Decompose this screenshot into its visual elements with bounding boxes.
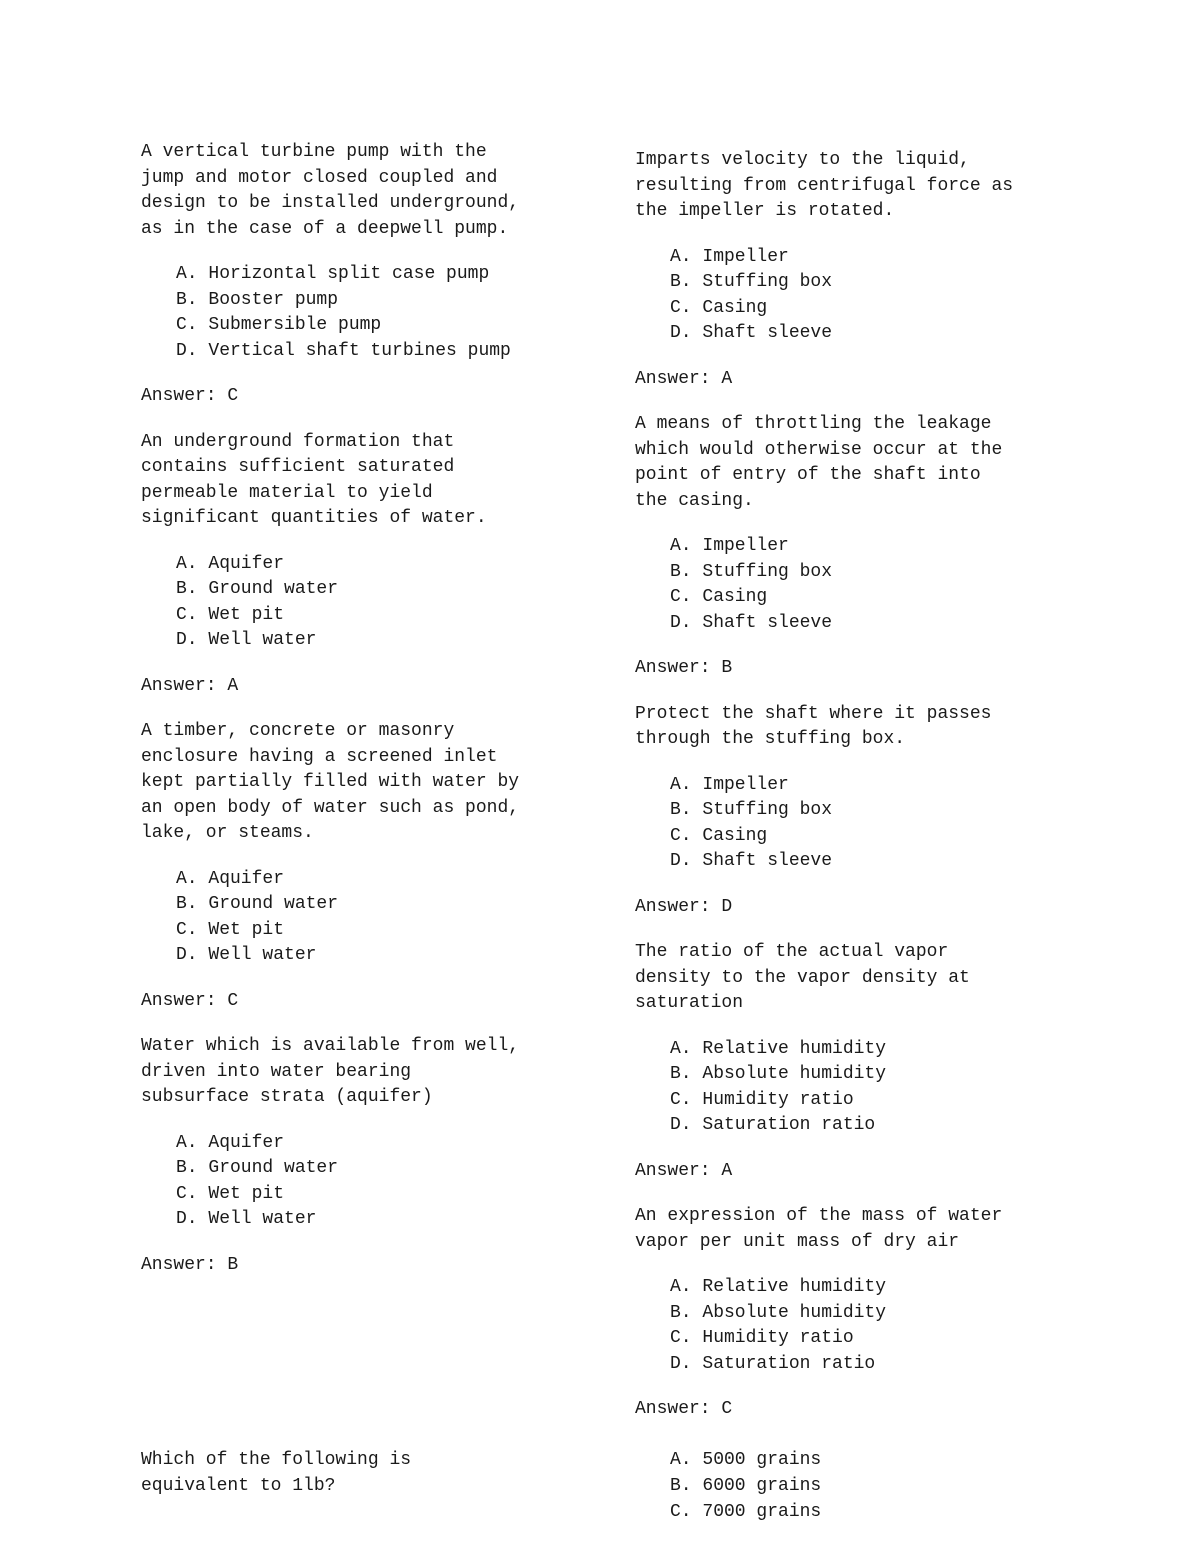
choice-list <box>635 245 1065 347</box>
choice-c: C. Wet pit <box>176 919 285 940</box>
answer-line: Answer: C <box>635 1399 733 1419</box>
question-block <box>635 1204 1065 1423</box>
choice-b: B. Stuffing box <box>670 561 833 582</box>
question-block <box>141 430 571 700</box>
answer-line: Answer: C <box>141 990 239 1011</box>
choice-d: D. Shaft sleeve <box>670 323 833 343</box>
choice-d: D. Shaft sleeve <box>670 612 833 633</box>
choice-list <box>635 1037 1065 1139</box>
answer-line: Answer: B <box>635 658 733 678</box>
choice-list <box>635 534 1065 636</box>
question-text: Water which is available from well, driven into water bearing subsurface strata (aquifer) <box>141 1036 520 1107</box>
choice-d: D. Saturation ratio <box>670 1115 876 1135</box>
tail-choices <box>635 1447 1065 1525</box>
answer-line: Answer: D <box>635 896 733 917</box>
question-text: Which of the following is equivalent to 1lb? <box>141 1450 412 1496</box>
question-text: Protect the shaft where it passes through the stuffing box. <box>635 703 992 749</box>
choice-d: D. Well water <box>176 630 317 650</box>
choice-a: A. Relative humidity <box>670 1277 887 1297</box>
question-text: An underground formation that contains sufficient saturated permeable material to yield significant quantities of water. <box>141 431 487 528</box>
choice-d: D. Well water <box>176 945 317 965</box>
question-block <box>141 140 571 410</box>
choice-c: C. Casing <box>670 587 768 607</box>
choice-a: A. Aquifer <box>176 1132 285 1153</box>
choice-a: A. Impeller <box>670 774 789 795</box>
choice-list <box>141 552 571 654</box>
choice-b: B. Absolute humidity <box>670 1064 887 1084</box>
question-block <box>635 148 1065 392</box>
choice-d: D. Shaft sleeve <box>670 851 833 871</box>
choice-list <box>635 1447 1065 1525</box>
question-text: A vertical turbine pump with the jump and motor closed coupled and design to be installed underground, as in the case of a deepwell pump. <box>141 142 520 239</box>
answer-line: Answer: B <box>141 1254 239 1275</box>
choice-c: C. Humidity ratio <box>670 1089 854 1110</box>
choice-c: C. Wet pit <box>176 1183 285 1204</box>
choice-c: C. Casing <box>670 297 768 318</box>
choice-a: A. Impeller <box>670 246 789 267</box>
choice-b: B. Absolute humidity <box>670 1302 887 1323</box>
choice-c: C. Humidity ratio <box>670 1328 854 1348</box>
choice-d: D. Vertical shaft turbines pump <box>176 340 511 361</box>
choice-a: A. Impeller <box>670 536 789 556</box>
choice-d: D. Well water <box>176 1209 317 1229</box>
choice-b: B. Stuffing box <box>670 272 833 292</box>
choice-d: D. Saturation ratio <box>670 1353 876 1374</box>
choice-a: A. Horizontal split case pump <box>176 264 490 284</box>
question-block <box>141 719 571 1014</box>
answer-line: Answer: A <box>141 675 239 696</box>
choice-a: A. Aquifer <box>176 868 285 889</box>
question-block <box>635 412 1065 682</box>
choice-c: C. Wet pit <box>176 604 285 625</box>
choice-b: B. Ground water <box>176 1158 339 1178</box>
question-block <box>141 1034 571 1278</box>
answer-line: Answer: C <box>141 386 239 406</box>
choice-list <box>141 1131 571 1233</box>
left-column <box>141 140 571 1298</box>
choice-b: B. Ground water <box>176 579 339 599</box>
choice-a: A. Aquifer <box>176 553 285 574</box>
tail-question <box>141 1447 571 1499</box>
question-text: A means of throttling the leakage which would otherwise occur at the point of entry of the shaft into the casing. <box>635 414 1003 511</box>
choice-b: B. Booster pump <box>176 289 339 310</box>
choice-list <box>141 867 571 969</box>
question-block <box>635 702 1065 921</box>
question-text: An expression of the mass of water vapor per unit mass of dry air <box>635 1206 1003 1252</box>
choice-list <box>635 773 1065 875</box>
choice-b: B. Stuffing box <box>670 800 833 820</box>
choice-b: B. Ground water <box>176 894 339 914</box>
choice-c: C. Casing <box>670 825 768 846</box>
question-text: A timber, concrete or masonry enclosure having a screened inlet kept partially filled with water by an open body of water such as pond, lake, or steams. <box>141 721 520 843</box>
question-text: Imparts velocity to the liquid, resulting from centrifugal force as the impeller is rotated. <box>635 150 1014 221</box>
question-block <box>635 940 1065 1184</box>
question-text: The ratio of the actual vapor density to the vapor density at saturation <box>635 942 970 1013</box>
choice-list <box>635 1275 1065 1377</box>
answer-line: Answer: A <box>635 368 733 389</box>
choice-a: A. 5000 grains <box>670 1450 822 1470</box>
choice-a: A. Relative humidity <box>670 1038 887 1059</box>
answer-line: Answer: A <box>635 1160 733 1181</box>
choice-list <box>141 262 571 364</box>
choice-b: B. 6000 grains <box>670 1476 822 1496</box>
choice-c: C. 7000 grains <box>670 1502 822 1522</box>
choice-c: C. Submersible pump <box>176 315 382 335</box>
right-column <box>635 148 1065 1443</box>
